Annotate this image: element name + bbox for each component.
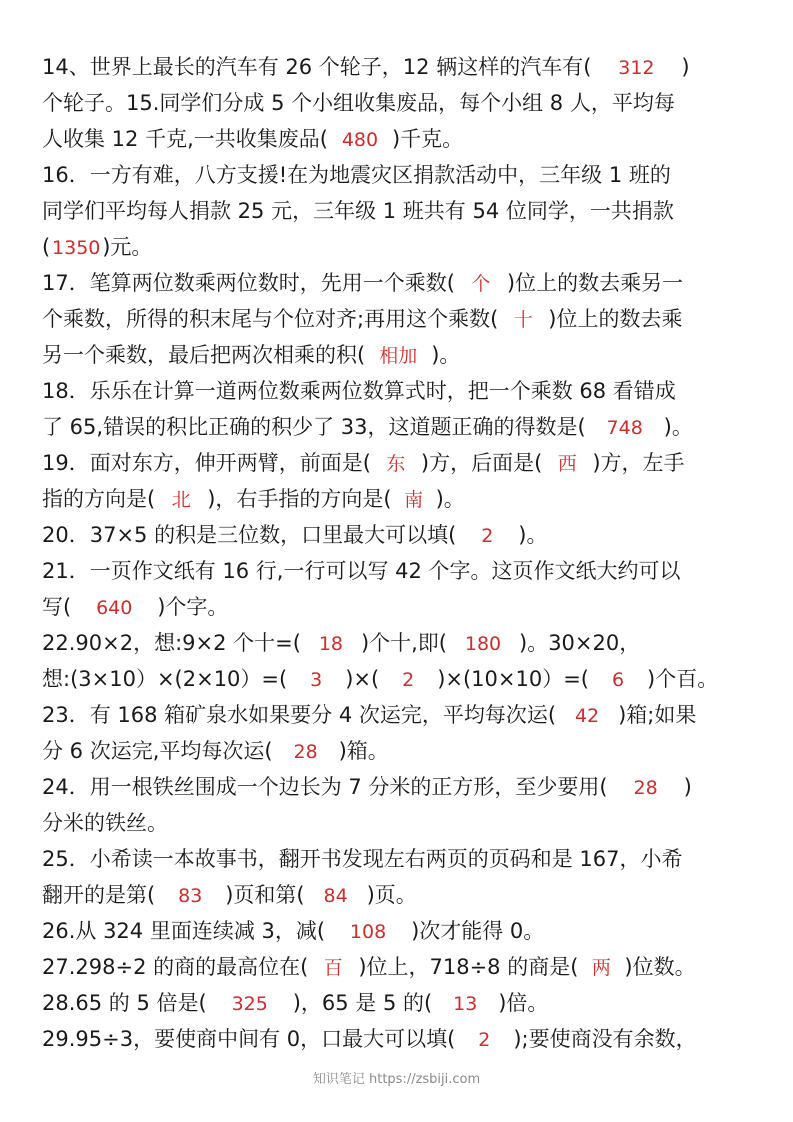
answer-q15: 480 bbox=[341, 129, 379, 151]
q19-line-2: 指的方向是( 北 )，右手指的方向是( 南 )。 bbox=[42, 482, 465, 516]
answer-q18: 748 bbox=[606, 417, 643, 439]
answer-q28-2: 13 bbox=[453, 993, 478, 1015]
answer-q27-2: 两 bbox=[591, 957, 611, 979]
answer-q19-1: 东 bbox=[386, 453, 406, 475]
q25-line-1: 25．小希读一本故事书，翻开书发现左右两页的页码和是 167，小希 bbox=[42, 847, 683, 871]
q21-line-1: 21．一页作文纸有 16 行,一行可以写 42 个字。这页作文纸大约可以 bbox=[42, 559, 681, 583]
answer-q19-4: 南 bbox=[404, 489, 424, 511]
q17-line-1: 17．笔算两位数乘两位数时，先用一个乘数( 个 )位上的数去乘另一 bbox=[42, 266, 683, 300]
q28-line-1: 28.65 的 5 倍是( 325 )，65 是 5 的( 13 )倍。 bbox=[42, 986, 548, 1020]
q20-line-1: 20．37×5 的积是三位数，口里最大可以填( 2 )。 bbox=[42, 518, 547, 552]
q23-line-1: 23．有 168 箱矿泉水如果要分 4 次运完，平均每次运( 42 )箱;如果 bbox=[42, 698, 696, 732]
q15-line-1: 个轮子。15.同学们分成 5 个小组收集废品，每个小组 8 人，平均每 bbox=[42, 91, 675, 115]
q18-line-2: 了 65,错误的积比正确的积少了 33，这道题正确的得数是( 748 )。 bbox=[42, 410, 693, 444]
answer-q26: 108 bbox=[349, 921, 387, 943]
q29-line-1: 29.95÷3，要使商中间有 0，口最大可以填( 2 );要使商没有余数， bbox=[42, 1022, 697, 1056]
answer-q29: 2 bbox=[478, 1029, 491, 1051]
q21-line-2: 写( 640 )个字。 bbox=[42, 590, 228, 624]
answer-q22-4: 2 bbox=[402, 669, 415, 691]
q18-line-1: 18．乐乐在计算一道两位数乘两位数算式时，把一个乘数 68 看错成 bbox=[42, 379, 676, 403]
answer-q21: 640 bbox=[96, 597, 133, 619]
q22-line-2: 想:(3×10）×(2×10）=( 3 )×( 2 )×(10×10）=( 6 )个百。 bbox=[42, 662, 718, 696]
q24-line-1: 24．用一根铁丝围成一个边长为 7 分米的正方形，至少要用( 28 ) bbox=[42, 770, 692, 804]
answer-q23-1: 42 bbox=[574, 705, 600, 727]
answer-q14: 312 bbox=[618, 57, 655, 79]
q26-line-1: 26.从 324 里面连续减 3，减( 108 )次才能得 0。 bbox=[42, 914, 544, 948]
answer-q25-2: 84 bbox=[323, 885, 348, 907]
q16-line-3: (1350)元。 bbox=[42, 230, 152, 264]
q27-line-1: 27.298÷2 的商的最高位在( 百 )位上，718÷8 的商是( 两 )位数。 bbox=[42, 950, 696, 984]
answer-q19-3: 北 bbox=[171, 489, 191, 511]
q24-line-2: 分米的铁丝。 bbox=[42, 811, 168, 835]
answer-q17-1: 个 bbox=[471, 273, 491, 295]
q14-line-1: 14、世界上最长的汽车有 26 个轮子，12 辆这样的汽车有( 312 ) bbox=[42, 50, 690, 84]
answer-q17-2: 十 bbox=[513, 309, 533, 331]
answer-q28-1: 325 bbox=[231, 993, 268, 1015]
answer-q22-3: 3 bbox=[310, 669, 323, 691]
answer-q25-1: 83 bbox=[178, 885, 203, 907]
answer-q16: 1350 bbox=[52, 237, 101, 259]
q17-line-3: 另一个乘数，最后把两次相乘的积( 相加 )。 bbox=[42, 338, 460, 372]
q16-line-1: 16．一方有难，八方支援!在为地震灾区捐款活动中，三年级 1 班的 bbox=[42, 163, 671, 187]
answer-q24: 28 bbox=[633, 777, 658, 799]
answer-q22-2: 180 bbox=[464, 633, 502, 655]
q25-line-2: 翻开的是第( 83 )页和第( 84 )页。 bbox=[42, 878, 417, 912]
q16-line-2: 同学们平均每人捐款 25 元，三年级 1 班共有 54 位同学，一共捐款 bbox=[42, 199, 674, 223]
q22-line-1: 22.90×2，想:9×2 个十=( 18 )个十,即( 180 )。30×20， bbox=[42, 626, 640, 660]
answer-q20: 2 bbox=[481, 525, 494, 547]
answer-q17-3: 相加 bbox=[379, 345, 418, 367]
q15-line-2: 人收集 12 千克,一共收集废品( 480 )千克。 bbox=[42, 122, 463, 156]
answer-q27-1: 百 bbox=[323, 957, 343, 979]
answer-q22-5: 6 bbox=[611, 669, 625, 691]
q23-line-2: 分 6 次运完,平均每次运( 28 )箱。 bbox=[42, 734, 389, 768]
q17-line-2: 个乘数，所得的积末尾与个位对齐;再用这个乘数( 十 )位上的数去乘 bbox=[42, 302, 682, 336]
answer-q22-1: 18 bbox=[318, 633, 344, 655]
footer-watermark: 知识笔记 https://zsbiji.com bbox=[312, 1072, 481, 1087]
answer-q23-2: 28 bbox=[293, 741, 318, 763]
answer-q19-2: 西 bbox=[557, 453, 577, 475]
q19-line-1: 19．面对东方，伸开两臂，前面是( 东 )方，后面是( 西 )方，左手 bbox=[42, 446, 685, 480]
